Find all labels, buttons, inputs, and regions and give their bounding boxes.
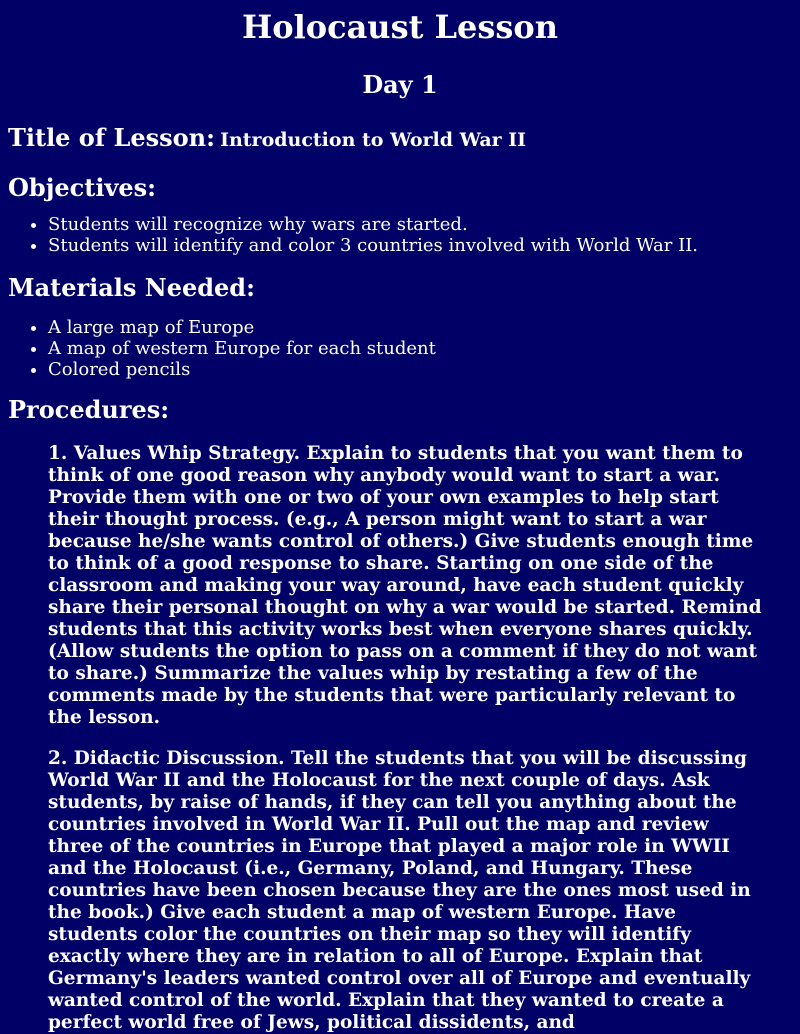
procedures-heading: Procedures: bbox=[8, 395, 170, 424]
lesson-title-label: Title of Lesson: bbox=[8, 123, 215, 152]
material-item: • A map of western Europe for each student bbox=[48, 338, 792, 359]
objective-item: • Students will identify and color 3 countries involved with World War II. bbox=[48, 235, 792, 256]
materials-heading: Materials Needed: bbox=[8, 273, 255, 302]
material-item: • A large map of Europe bbox=[48, 317, 792, 338]
lesson-title bbox=[8, 122, 792, 157]
day-heading: Day 1 bbox=[362, 70, 438, 99]
materials-list bbox=[8, 317, 792, 380]
procedure-step: 2. Didactic Discussion. Tell the students that you will be discussing World War II and the Holocaust for the next couple of days. Ask students, by raise of hands, if they can tell you anything about the countries involved in World War II. Pull out the map and review three of the countries in Europe that played a major role in WWII and the Holocaust (i.e., Germany, Poland, and Hungary. These countries have been chosen because they are the ones most used in the book.) Give each student a map of western Europe. Have students color the countries on their map so they will identify exactly where they are in relation to all of Europe. Explain that Germany's leaders wanted control over all of Europe and eventually wanted control of the world. Explain that they wanted to create a perfect world free of Jews, political dissidents, and bbox=[48, 748, 751, 1033]
page-title: Holocaust Lesson bbox=[242, 8, 558, 46]
procedure-step: 1. Values Whip Strategy. Explain to students that you want them to think of one good reason why anybody would want to start a war. Provide them with one or two of your own examples to help start their thought process. (e.g., A person might want to start a war because he/she wants control of others.) Give students enough time to think of a good response to share. Starting on one side of the classroom and making your way around, have each student quickly share their personal thought on why a war would be started. Remind students that this activity works best when everyone shares quickly. (Allow students the option to pass on a comment if they do not want to share.) Summarize the values whip by restating a few of the comments made by the students that were particularly relevant to the lesson. bbox=[48, 443, 762, 728]
material-item: • Colored pencils bbox=[48, 359, 792, 380]
objectives-list bbox=[8, 214, 792, 256]
objective-item: • Students will recognize why wars are started. bbox=[48, 214, 792, 235]
procedures-body bbox=[8, 443, 792, 1034]
lesson-title-value: Introduction to World War II bbox=[220, 129, 527, 151]
objectives-heading: Objectives: bbox=[8, 173, 157, 202]
